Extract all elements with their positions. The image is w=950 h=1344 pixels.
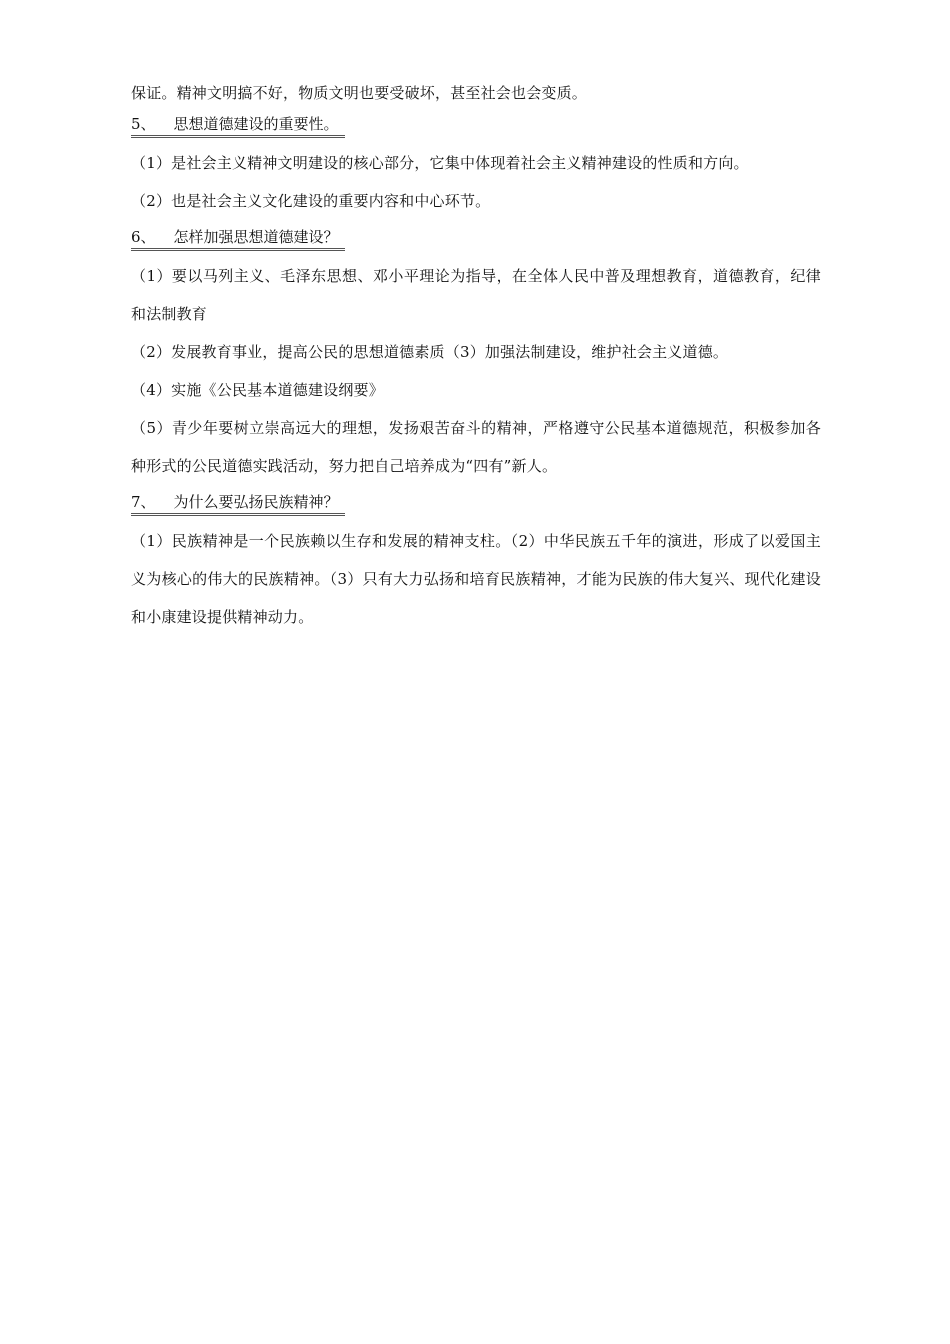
section-number: 7、 [131, 493, 156, 511]
section-5 [131, 107, 821, 220]
section-item: （1）是社会主义精神文明建设的核心部分，它集中体现着社会主义精神建设的性质和方向。 [131, 154, 749, 172]
section-6 [131, 220, 821, 485]
section-title: 思想道德建设的重要性。 [173, 115, 339, 133]
section-number: 6、 [131, 228, 156, 246]
section-item: （1）要以马列主义、毛泽东思想、邓小平理论为指导，在全体人民中普及理想教育，道德教育，纪律和法制教育 [131, 267, 821, 323]
section-heading [131, 491, 345, 516]
document-body [131, 80, 821, 636]
section-title: 怎样加强思想道德建设？ [173, 228, 339, 246]
section-7 [131, 485, 821, 636]
section-item: （4）实施《公民基本道德建设纲要》 [131, 381, 384, 399]
continuation-text: 保证。精神文明搞不好，物质文明也要受破坏，甚至社会也会变质。 [131, 84, 588, 102]
section-heading [131, 113, 345, 138]
section-item: （1）民族精神是一个民族赖以生存和发展的精神支柱。（2）中华民族五千年的演进，形成了以爱国主义为核心的伟大的民族精神。（3）只有大力弘扬和培育民族精神，才能为民族的伟大复兴、现代化建设和小康建设提供精神动力。 [131, 532, 821, 626]
section-item: （2）也是社会主义文化建设的重要内容和中心环节。 [131, 192, 491, 210]
section-item: （2）发展教育事业，提高公民的思想道德素质（3）加强法制建设，维护社会主义道德。 [131, 343, 729, 361]
section-heading [131, 226, 345, 251]
section-number: 5、 [131, 115, 156, 133]
section-item: （5）青少年要树立崇高远大的理想，发扬艰苦奋斗的精神，严格遵守公民基本道德规范，积极参加各种形式的公民道德实践活动，努力把自己培养成为“四有”新人。 [131, 419, 821, 475]
section-title: 为什么要弘扬民族精神？ [173, 493, 339, 511]
